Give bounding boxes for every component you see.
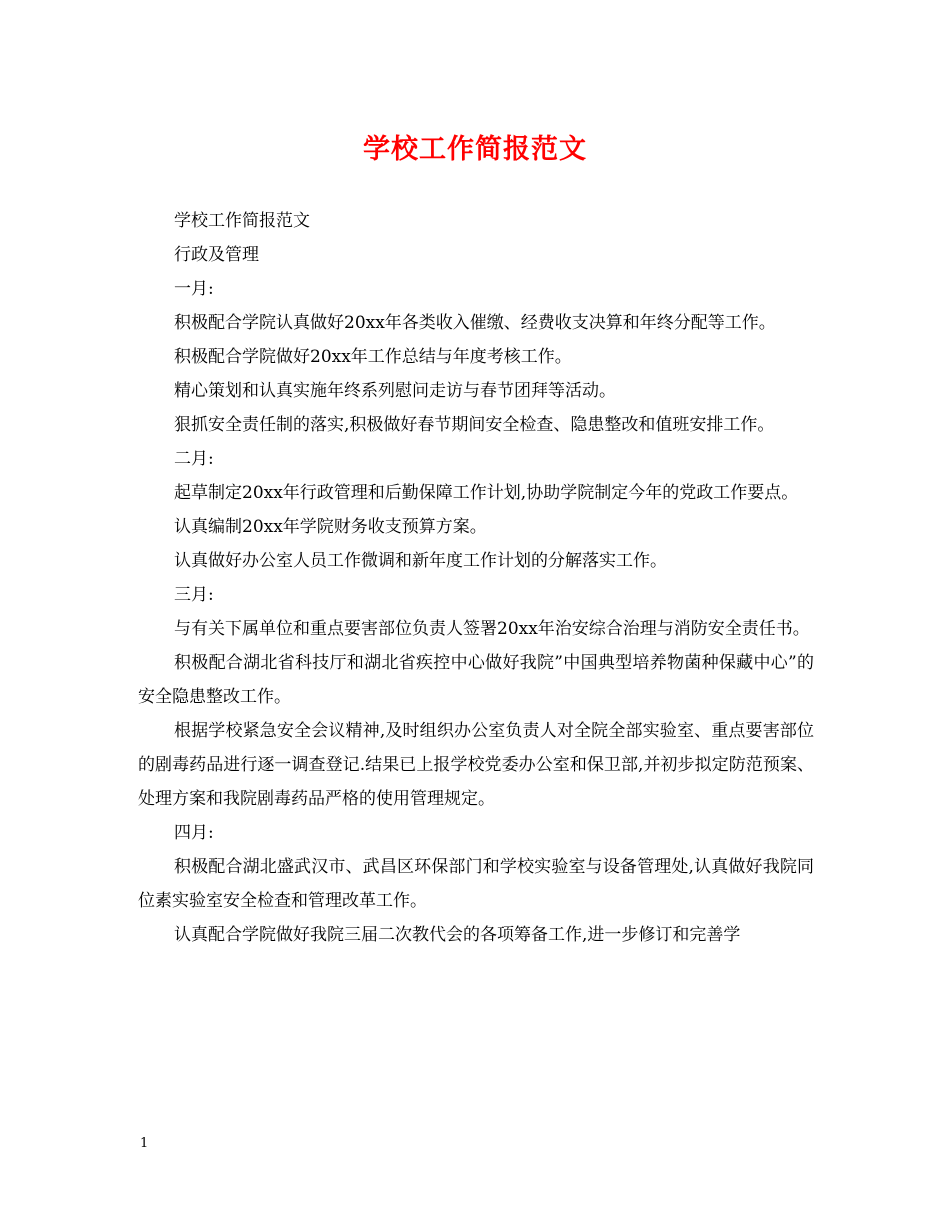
paragraph: 积极配合湖北盛武汉市、武昌区环保部门和学校实验室与设备管理处,认真做好我院同位素实验室安全检查和管理改革工作。: [138, 857, 814, 911]
page-number: 1: [140, 1136, 149, 1151]
paragraph-month-april: 四月:: [174, 823, 214, 843]
document-body: [138, 204, 814, 952]
paragraph-month-january: 一月:: [174, 279, 214, 299]
paragraph: 积极配合学院做好20xx年工作总结与年度考核工作。: [174, 347, 572, 367]
paragraph: 起草制定20xx年行政管理和后勤保障工作计划,协助学院制定今年的党政工作要点。: [174, 483, 799, 503]
paragraph: 积极配合湖北省科技厅和湖北省疾控中心做好我院”中国典型培养物菌种保藏中心”的安全隐患整改工作。: [138, 653, 814, 707]
paragraph: 认真做好办公室人员工作微调和新年度工作计划的分解落实工作。: [174, 551, 667, 571]
paragraph-month-march: 三月:: [174, 585, 214, 605]
paragraph: 精心策划和认真实施年终系列慰问走访与春节团拜等活动。: [174, 381, 616, 401]
paragraph: 积极配合学院认真做好20xx年各类收入催缴、经费收支决算和年终分配等工作。: [174, 313, 776, 333]
paragraph-heading: 学校工作简报范文: [174, 211, 310, 231]
document-title: 学校工作简报范文: [363, 134, 587, 165]
paragraph-section: 行政及管理: [174, 245, 259, 265]
paragraph: 认真编制20xx年学院财务收支预算方案。: [174, 517, 487, 537]
paragraph: 与有关下属单位和重点要害部位负责人签署20xx年治安综合治理与消防安全责任书。: [174, 619, 810, 639]
paragraph: 根据学校紧急安全会议精神,及时组织办公室负责人对全院全部实验室、重点要害部位的剧毒药品进行逐一调查登记.结果已上报学校党委办公室和保卫部,并初步拟定防范预案、处理方案和我院剧毒药品严格的使用管理规定。: [138, 721, 814, 809]
paragraph: 狠抓安全责任制的落实,积极做好春节期间安全检查、隐患整改和值班安排工作。: [174, 415, 775, 435]
paragraph-month-february: 二月:: [174, 449, 214, 469]
paragraph: 认真配合学院做好我院三届二次教代会的各项筹备工作,进一步修订和完善学: [174, 925, 741, 945]
